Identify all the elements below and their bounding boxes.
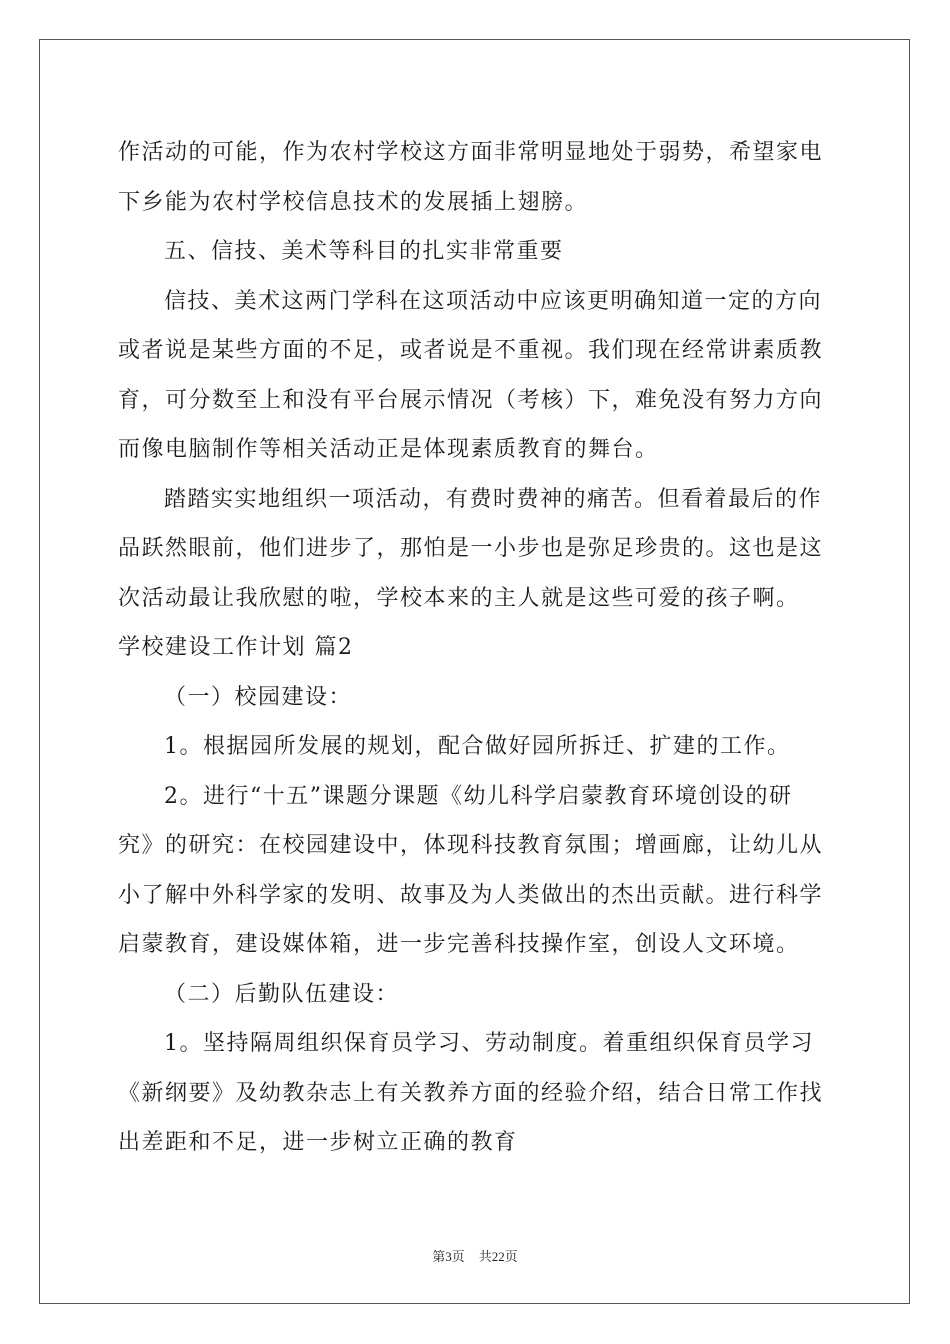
subsection-heading: （二）后勤队伍建设：: [164, 981, 400, 1007]
page-footer: [0, 1248, 950, 1266]
text-line: 1。根据园所发展的规划，配合做好园所拆迁、扩建的工作。: [164, 734, 791, 759]
text-line: 出差距和不足，进一步树立正确的教育: [118, 1130, 518, 1155]
page-number-current: 第3页: [432, 1249, 465, 1264]
text-line: 究》的研究：在校园建设中，体现科技教育氛围；增画廊，让幼儿从: [118, 833, 824, 858]
text-line: 品跃然眼前，他们进步了，那怕是一小步也是弥足珍贵的。这也是这: [118, 536, 824, 561]
text-line: 小了解中外科学家的发明、故事及为人类做出的杰出贡献。进行科学: [118, 882, 824, 908]
text-line: 踏踏实实地组织一项活动，有费时费神的痛苦。但看着最后的作: [164, 486, 823, 512]
page-number-total: 共22页: [478, 1249, 518, 1264]
text-line: 或者说是某些方面的不足，或者说是不重视。我们现在经常讲素质教: [118, 338, 824, 363]
document-body: [118, 128, 834, 1168]
text-line: 作活动的可能，作为农村学校这方面非常明显地处于弱势，希望家电: [118, 140, 824, 165]
text-line: 而像电脑制作等相关活动正是体现素质教育的舞台。: [118, 437, 659, 462]
text-line: 《新纲要》及幼教杂志上有关教养方面的经验介绍，结合日常工作找: [118, 1080, 824, 1106]
text-line: 育，可分数至上和没有平台展示情况（考核）下，难免没有努力方向: [118, 387, 824, 413]
text-line: 下乡能为农村学校信息技术的发展插上翅膀。: [118, 189, 589, 215]
text-line: 次活动最让我欣慰的啦，学校本来的主人就是这些可爱的孩子啊。: [118, 585, 800, 611]
text-line: 2。进行“十五”课题分课题《幼儿科学启蒙教育环境创设的研: [164, 783, 793, 809]
text-line: 1。坚持隔周组织保育员学习、劳动制度。着重组织保育员学习: [164, 1031, 814, 1056]
section-heading: 五、信技、美术等科目的扎实非常重要: [164, 239, 564, 264]
text-line: 信技、美术这两门学科在这项活动中应该更明确知道一定的方向: [164, 288, 823, 314]
subsection-heading: （一）校园建设：: [164, 684, 353, 710]
text-line: 启蒙教育，建设媒体箱，进一步完善科技操作室，创设人文环境。: [118, 932, 800, 957]
article-title: 学校建设工作计划 篇2: [118, 635, 354, 660]
